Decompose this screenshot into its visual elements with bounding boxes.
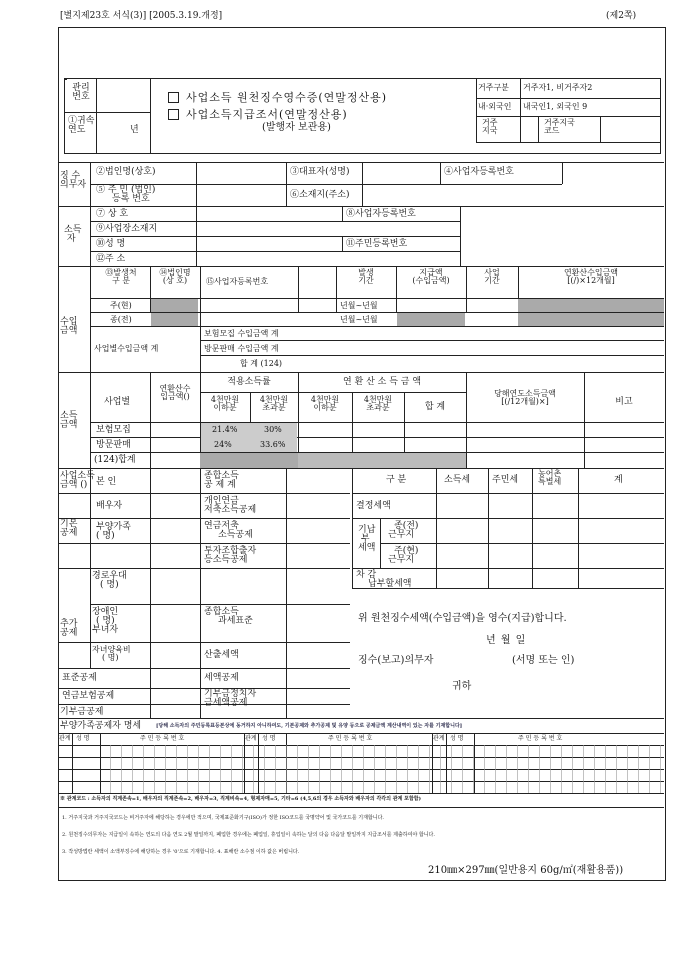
rate-over-40m: 4천만원 초과분	[259, 395, 289, 412]
amt-over-40m: 4천만원 초과분	[363, 395, 393, 412]
ded-invest: 투자조합출자 등소득공제	[204, 546, 257, 565]
nationality-value: 내국인1, 외국인 9	[523, 102, 588, 111]
col-bizno: ⑮사업자등록번호	[206, 277, 269, 286]
ded-donation: 기부금공제	[60, 707, 104, 717]
col-source: ⑬발생처 구 분	[105, 268, 137, 285]
earner-bizno-label: ⑧사업자등록번호	[346, 209, 416, 219]
payer-corp-name-label: ②법인명(상호)	[96, 167, 156, 177]
period-previous: 년월~년월	[340, 315, 378, 324]
col-annualized: 연환산수입금액 [(/)×12개월]	[563, 268, 619, 285]
rate-insurance-under: 21.4%	[212, 425, 238, 434]
calc-total-row: (124)합계	[94, 455, 136, 465]
receipt-date: 년 월 일	[486, 635, 527, 646]
total-deduction: 종합소득 공 제 계	[204, 471, 239, 490]
note-2: 2. 원천징수의무자는 지급일이 속하는 연도의 다음 연도 2월 말일까지, 폐업한 경우에는 폐업일, 휴업일이 속하는 달의 다음 다음달 말일까지 지급조서를 제출하여야 합니다.	[62, 832, 435, 838]
biz-income-total-label: 사업별수입금액 계	[94, 344, 159, 353]
earner-side-label: 소득 자	[64, 225, 82, 244]
col-income-rate: 적용소득률	[227, 377, 271, 387]
calc-side-label: 소득 금액	[60, 411, 78, 430]
form-number: [별지제23호 서식(3)] [2005.3.19.개정]	[60, 11, 223, 21]
ded-elder: 경로우대 ( 명)	[92, 571, 127, 590]
fam-h-id-2: 주 민 등 록 번 호	[328, 735, 373, 742]
residence-type-value: 거주자1, 비거주자2	[523, 83, 593, 92]
fam-h-rel-2: 관계	[245, 735, 257, 742]
paper-size: 210㎜×297㎜(일반용지 60g/㎡(재활용품))	[428, 865, 624, 876]
earner-home-label: ⑫주 소	[96, 254, 126, 264]
rate-insurance-over: 30%	[264, 425, 282, 434]
fam-h-name-2: 성 명	[262, 735, 276, 742]
family-note: [당해 소득자의 주민등록표등본상에 동거하지 아니하여도, 기본공제와 추가공제 및 유양 등으로 공제금액 계산내역이 있는 자를 기재합니다]	[156, 723, 463, 729]
fam-h-id-1: 주 민 등 록 번 호	[140, 735, 185, 742]
earner-addr-label: ⑨사업장소재지	[96, 224, 158, 234]
period-current: 년월~년월	[340, 301, 378, 310]
ded-child: 자녀양육비 ( 명)	[92, 645, 131, 662]
ded-standard: 표준공제	[62, 673, 97, 683]
income-side-label: 수입 금액	[60, 317, 78, 336]
checkbox-withholding-receipt[interactable]	[168, 92, 179, 103]
ded-self: 본 인	[96, 477, 117, 487]
signature-label: (서명 또는 인)	[512, 655, 575, 666]
add-ded-side: 추가 공제	[60, 619, 78, 638]
relation-code-note: ※ 관계코드 : 소득자의 직계존속=1, 배우자의 직계존속=2, 배우자=3, 직계비속=4, 형제자매=5, 기타=6 (4,5,6의 경우 소득자와 배우자의 각각의 관계 포함함)	[60, 796, 421, 802]
ded-disabled: 장애인 ( 명)	[92, 607, 119, 626]
title-subtitle: (발행자 보관용)	[262, 122, 331, 133]
tax-col-resident: 주민세	[492, 475, 519, 485]
fam-h-name-3: 성 명	[450, 735, 464, 742]
col-corp: ⑭법인명 (상 호)	[159, 268, 191, 285]
fam-h-rel-3: 관계	[433, 735, 445, 742]
note-1: 1. 거주지국과 거주지국코드는 비거주자에 해당하는 경우에만 적으며, 국제표준화기구(ISO)가 정한 ISO코드를 국명약어 및 국가코드를 기재합니다.	[62, 815, 384, 821]
tax-decided: 결정세액	[356, 501, 391, 511]
payer-side-label: 징 수 의무자	[60, 171, 87, 190]
checkbox-payment-statement[interactable]	[168, 109, 179, 120]
door-sales-income-label: 방문판매 수입금액 계	[204, 344, 279, 353]
earner-resid-label: ⑪주민등록번호	[346, 239, 408, 249]
ded-pension-ins: 연금보험공제	[62, 691, 115, 701]
residence-type-label: 거주구분	[478, 83, 509, 92]
tax-paid-main: 주(현) 근무지	[388, 546, 419, 565]
payer-addr-label: ⑥소재지(주소)	[290, 190, 350, 200]
mgmt-no-label: 관리 번호	[72, 83, 90, 102]
col-biz-period: 사업 기간	[484, 268, 500, 285]
ded-pension-acc: 연금저축 소득공제	[204, 521, 253, 540]
year-label: ①귀속 연도	[68, 116, 95, 135]
tax-paid-side: 기납 부 세액	[358, 525, 376, 553]
recipient-suffix: 귀하	[452, 681, 472, 692]
pol-credit: 기부금정치자 금세액공제	[204, 689, 257, 708]
biz-income-amount: 사업소득 금액 ()	[60, 471, 95, 490]
rate-door-under: 24%	[214, 440, 232, 449]
row-previous: 종(전)	[110, 315, 132, 324]
col-year-income: 당해연도소득금액 [(/12개월)×]	[494, 389, 556, 406]
tax-col-kind: 구 분	[386, 475, 407, 485]
nationality-label: 내·외국인	[478, 102, 512, 111]
calc-tax: 산출세액	[204, 650, 239, 660]
basic-ded-side: 기본 공제	[60, 519, 78, 538]
title-receipt: 사업소득 원천징수영수증(연말정산용)	[186, 91, 388, 104]
payer-rep-label: ③대표자(성명)	[290, 167, 350, 177]
insurance-income-label: 보험모집 수입금액 계	[204, 329, 279, 338]
title-statement: 사업소득지급조서(연말정산용)	[186, 108, 348, 121]
tax-col-income: 소득세	[444, 475, 471, 485]
page-indicator: (제2쪽)	[606, 11, 637, 21]
withholding-agent: 징수(보고)의무자	[358, 655, 434, 666]
col-remarks: 비고	[615, 397, 633, 407]
earner-shop-label: ⑦ 상 호	[96, 209, 129, 219]
earner-name-label: ⑩성 명	[96, 239, 126, 249]
row-insurance: 보험모집	[96, 425, 131, 435]
ded-pension-save: 개인연금 저축소득공제	[204, 496, 257, 515]
row-current: 주(현)	[110, 301, 132, 310]
receipt-statement: 위 원천징수세액(수입금액)을 영수(지급)합니다.	[358, 613, 567, 624]
ded-dependents: 부양가족 ( 명)	[96, 522, 131, 541]
note-3: 3. 작성방법란 세액이 소액부징수에 해당하는 경우 '0'으로 기재합니다. 4. 표해란 소수점 이하 값은 버립니다.	[62, 849, 300, 855]
tax-col-sum: 계	[614, 475, 623, 485]
row-door-sales: 방문판매	[96, 440, 131, 450]
payer-bizno-label: ④사업자등록번호	[444, 167, 514, 177]
col-annual-income: 연환산수 입금액()	[159, 384, 191, 401]
rate-under-40m: 4천만원 이하분	[210, 395, 240, 412]
ded-woman: 부녀자	[92, 625, 119, 635]
family-title: 부양가족공제자 명세	[60, 721, 142, 731]
fam-h-name-1: 성 명	[76, 735, 90, 742]
country-code-label: 거주지국 코드	[544, 118, 575, 135]
col-payment: 지급액 (수입금액)	[412, 268, 450, 285]
income-sum-label: 합 계 (124)	[240, 359, 283, 368]
tax-credit: 세액공제	[204, 673, 239, 683]
amt-total: 합 계	[424, 402, 446, 412]
country-label: 거주 지국	[482, 118, 498, 135]
tax-paid-prev: 종(전) 근무지	[388, 521, 419, 540]
family-id-grid	[100, 745, 664, 793]
fam-h-id-3: 주 민 등 록 번 호	[518, 735, 563, 742]
col-biz-type: 사업별	[104, 397, 131, 407]
amt-under-40m: 4천만원 이하분	[310, 395, 340, 412]
year-unit: 년	[130, 125, 139, 135]
col-period: 발생 기간	[358, 268, 374, 285]
tax-base: 종합소득 과세표준	[204, 607, 253, 626]
tax-col-rural: 농어촌 특별세	[538, 469, 562, 486]
payer-resid-label: ⑤ 주 민 (법인) 등록 번호	[96, 185, 156, 204]
col-annual-amount: 연 환 산 소 득 금 액	[342, 377, 422, 387]
rate-door-over: 33.6%	[260, 440, 286, 449]
tax-diff: 차 감 납부할세액	[356, 570, 412, 589]
ded-spouse: 배우자	[96, 501, 123, 511]
fam-h-rel-1: 관계	[59, 735, 71, 742]
